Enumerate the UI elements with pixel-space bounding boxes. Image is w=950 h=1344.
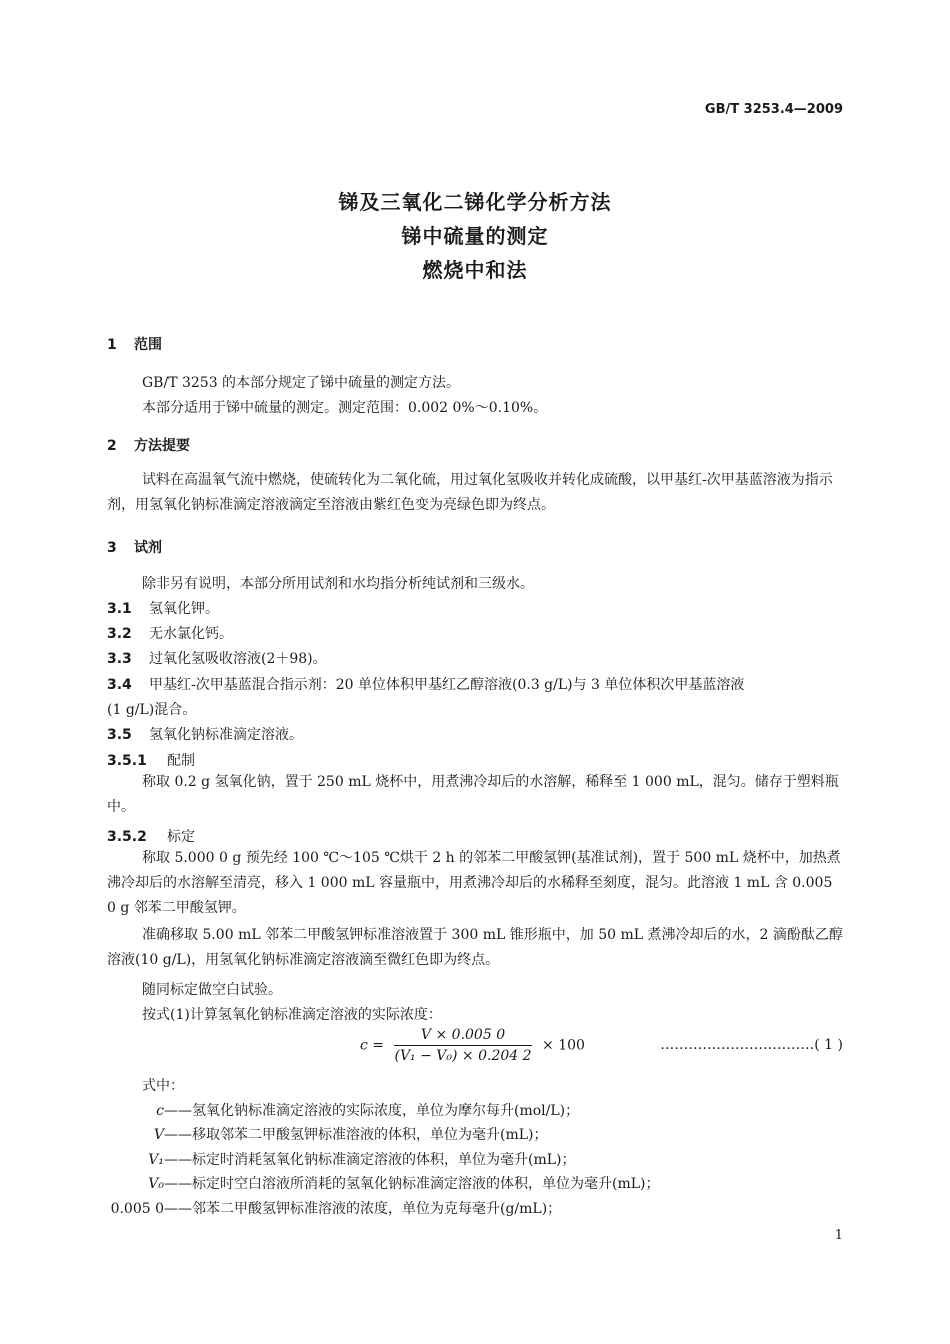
definition-symbol: 0.005 0: [110, 1201, 164, 1217]
list-item: [107, 674, 744, 694]
list-item: [107, 648, 327, 668]
section-heading-reagents: [107, 537, 162, 557]
item-number: 3.3: [107, 651, 132, 667]
list-item-continuation: [107, 699, 196, 719]
item-number: 3.1: [107, 601, 132, 617]
section-heading-principle: [107, 435, 190, 455]
definition-row: [107, 1124, 548, 1144]
paragraph: 按式(1)计算氢氧化钠标准滴定溶液的实际浓度：: [142, 1007, 442, 1023]
section-title: 方法提要: [134, 438, 190, 454]
formula-1: [360, 1027, 585, 1064]
section-number: 2: [107, 438, 117, 454]
document-subtitle: 锑中硫量的测定: [401, 224, 549, 248]
where-label: 式中：: [142, 1078, 184, 1094]
item-number: 3.2: [107, 626, 132, 642]
definition-text: ——移取邻苯二甲酸氢钾标准溶液的体积，单位为毫升(mL)；: [164, 1127, 548, 1143]
formula-fraction: [394, 1027, 531, 1064]
item-text: 无水氯化钙。: [149, 626, 233, 642]
paragraph: GB/T 3253 的本部分规定了锑中硫量的测定方法。: [142, 375, 461, 391]
item-number: 3.4: [107, 677, 132, 693]
section-title: 范围: [134, 337, 162, 353]
definition-row: [107, 1173, 660, 1193]
equation-leader: ……………………………: [660, 1037, 815, 1053]
definition-text: ——标定时消耗氢氧化钠标准滴定溶液的体积，单位为毫升(mL)；: [164, 1152, 576, 1168]
item-text: 过氧化氢吸收溶液(2＋98)。: [149, 651, 327, 667]
paragraph: 准确移取 5.00 mL 邻苯二甲酸氢钾标准溶液置于 300 mL 锥形瓶中，加 50 mL 煮沸冷却后的水，2 滴酚酞乙醇溶液(10 g/L)，用氢氧化钠标准滴定溶液滴至微红色即为终点。: [107, 927, 843, 968]
equation-label: ( 1 ): [814, 1037, 843, 1053]
list-item: [107, 598, 219, 618]
paragraph: 试料在高温氧气流中燃烧，使硫转化为二氧化硫，用过氧化氢吸收并转化成硫酸，以甲基红-次甲基蓝溶液为指示剂，用氢氧化钠标准滴定溶液滴定至溶液由紫红色变为亮绿色即为终点。: [107, 472, 833, 513]
definition-symbol: V₁: [148, 1152, 164, 1168]
definition-row: [107, 1100, 579, 1120]
item-text: 标定: [167, 829, 195, 845]
definition-symbol: V: [153, 1127, 164, 1143]
formula-multiplier: × 100: [542, 1037, 585, 1054]
paragraph: 称取 0.2 g 氢氧化钠，置于 250 mL 烧杯中，用煮沸冷却后的水溶解，稀释至 1 000 mL，混匀。储存于塑料瓶中。: [107, 774, 839, 815]
item-number: 3.5.2: [107, 829, 147, 845]
standard-number: GB/T 3253.4—2009: [704, 102, 843, 117]
item-number: 3.5.1: [107, 753, 147, 769]
definition-text: ——标定时空白溶液所消耗的氢氧化钠标准滴定溶液的体积，单位为毫升(mL)；: [164, 1176, 660, 1192]
paragraph: 除非另有说明，本部分所用试剂和水均指分析纯试剂和三级水。: [142, 576, 534, 592]
definition-text: ——氢氧化钠标准滴定溶液的实际浓度，单位为摩尔每升(mol/L)；: [164, 1103, 580, 1119]
formula-numerator: V × 0.005 0: [394, 1027, 531, 1046]
section-number: 1: [107, 337, 117, 353]
equation-number: [660, 1037, 843, 1053]
document-title: 锑及三氧化二锑化学分析方法: [338, 190, 612, 214]
definition-row: [107, 1149, 576, 1169]
paragraph: 称取 5.000 0 g 预先经 100 ℃～105 ℃烘干 2 h 的邻苯二甲酸氢钾(基准试剂)，置于 500 mL 烧杯中，加热煮沸冷却后的水溶解至清亮，移入 1 000 mL 容量瓶中，用煮沸冷却后的水稀释至刻度，混匀。此溶液 1 mL 含 0.005 0 g 邻苯二甲酸氢钾。: [107, 850, 841, 916]
formula-denominator: (V₁ − V₀) × 0.204 2: [394, 1048, 532, 1064]
formula-lhs: c =: [360, 1037, 385, 1054]
definition-symbol: c: [156, 1103, 164, 1119]
paragraph: 本部分适用于锑中硫量的测定。测定范围：0.002 0%～0.10%。: [142, 400, 548, 416]
list-item: [107, 826, 195, 846]
definition-text: ——邻苯二甲酸氢钾标准溶液的浓度，单位为克每毫升(g/mL)；: [164, 1201, 562, 1217]
section-number: 3: [107, 540, 117, 556]
item-number: 3.5: [107, 727, 132, 743]
definition-row: [107, 1198, 561, 1218]
list-item: [107, 750, 195, 770]
item-text: 氢氧化钠标准滴定溶液。: [149, 727, 303, 743]
section-heading-scope: [107, 334, 162, 354]
list-item: [107, 724, 303, 744]
list-item: [107, 623, 233, 643]
page-number: 1: [834, 1228, 843, 1243]
section-title: 试剂: [134, 540, 162, 556]
item-text: 配制: [167, 753, 195, 769]
method-title: 燃烧中和法: [422, 258, 528, 282]
paragraph: 随同标定做空白试验。: [142, 982, 282, 998]
item-text: (1 g/L)混合。: [107, 702, 197, 718]
item-text: 氢氧化钾。: [149, 601, 219, 617]
definition-symbol: V₀: [148, 1176, 164, 1192]
item-text: 甲基红-次甲基蓝混合指示剂：20 单位体积甲基红乙醇溶液(0.3 g/L)与 3 单位体积次甲基蓝溶液: [149, 677, 745, 693]
